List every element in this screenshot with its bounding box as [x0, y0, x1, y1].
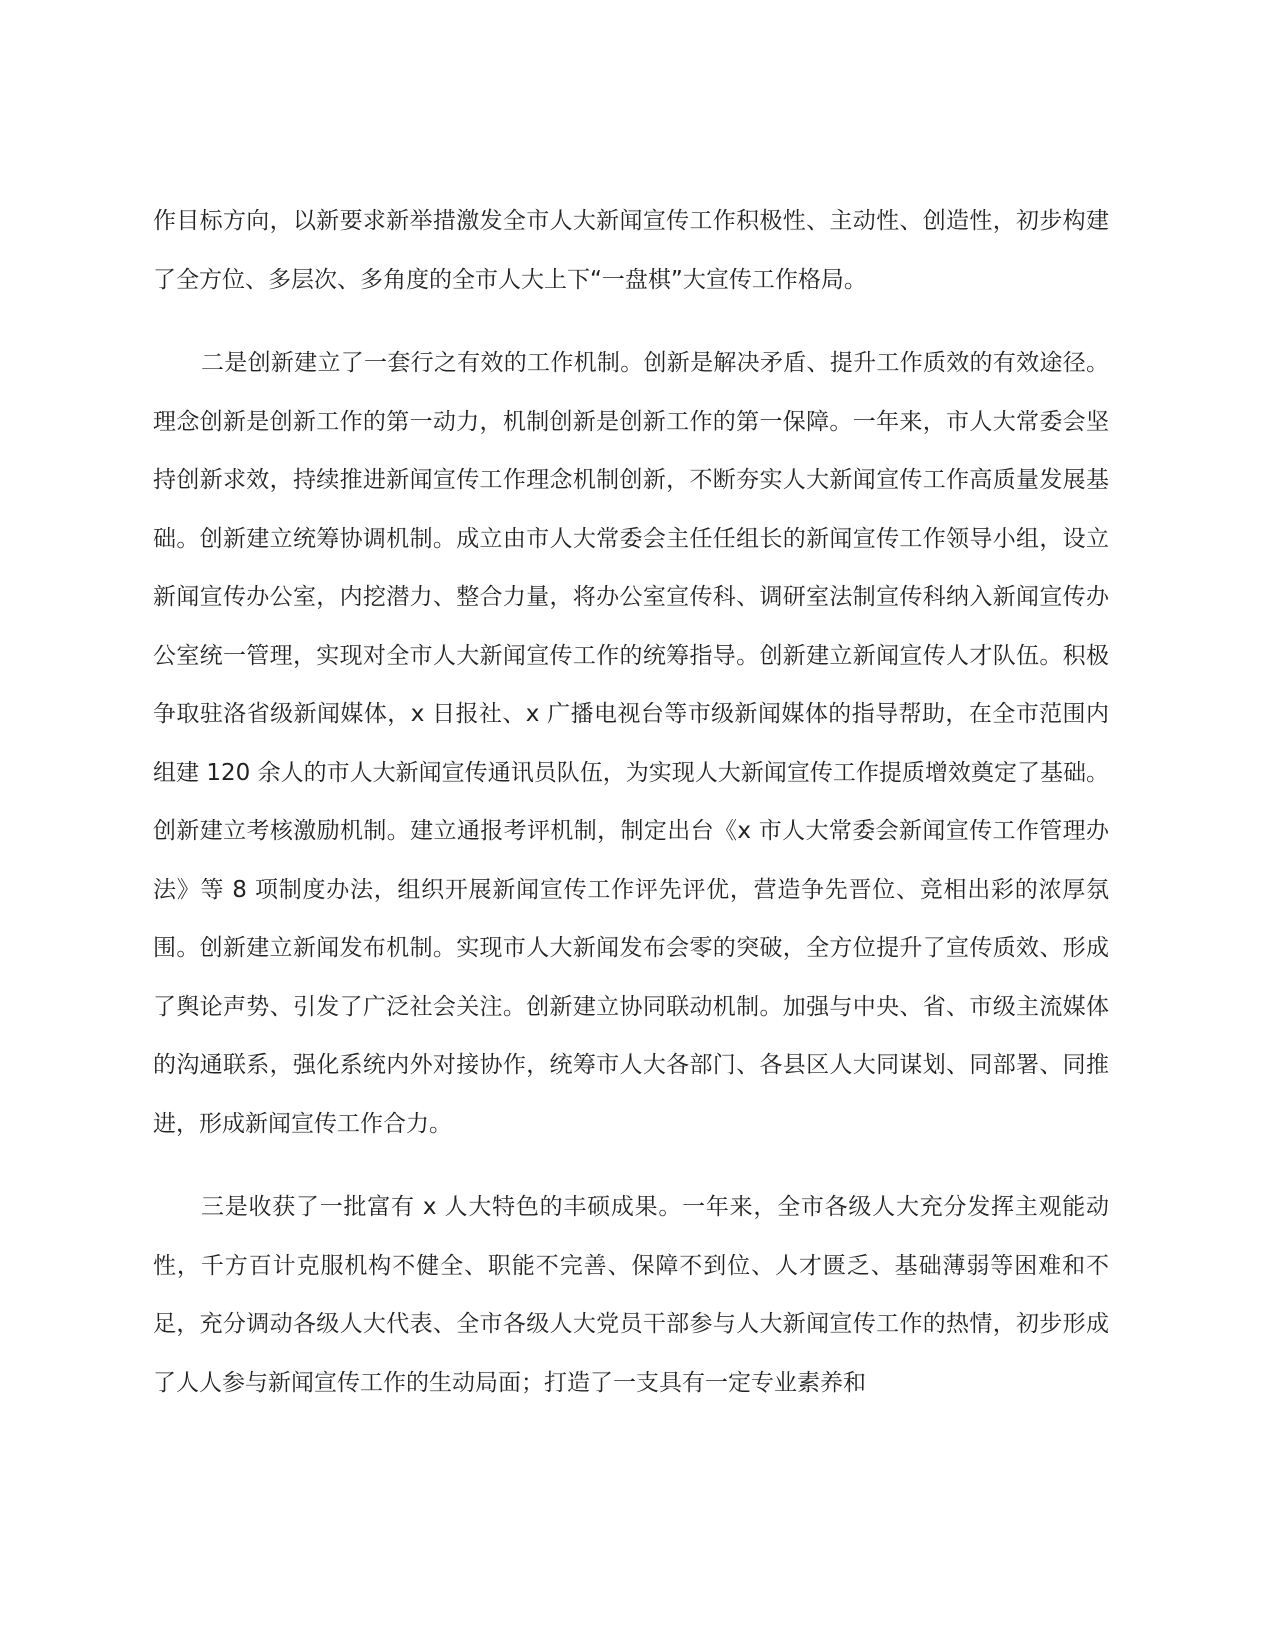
paragraph-work-mechanism: 二是创新建立了一套行之有效的工作机制。创新是解决矛盾、提升工作质效的有效途径。理念创新是创新工作的第一动力，机制创新是创新工作的第一保障。一年来，市人大常委会坚持创新求效，持续推进新闻宣传工作理念机制创新，不断夯实人大新闻宣传工作高质量发展基础。创新建立统筹协调机制。成立由市人大常委会主任任组长的新闻宣传工作领导小组，设立新闻宣传办公室，内挖潜力、整合力量，将办公室宣传科、调研室法制宣传科纳入新闻宣传办公室统一管理，实现对全市人大新闻宣传工作的统筹指导。创新建立新闻宣传人才队伍。积极争取驻洛省级新闻媒体，x 日报社、x 广播电视台等市级新闻媒体的指导帮助，在全市范围内组建 120 余人的市人大新闻宣传通讯员队伍，为实现人大新闻宣传工作提质增效奠定了基础。创新建立考核激励机制。建立通报考评机制，制定出台《x 市人大常委会新闻宣传工作管理办法》等 8 项制度办法，组织开展新闻宣传工作评先评优，营造争先晋位、竞相出彩的浓厚氛围。创新建立新闻发布机制。实现市人大新闻发布会零的突破，全方位提升了宣传质效、形成了舆论声势、引发了广泛社会关注。创新建立协同联动机制。加强与中央、省、市级主流媒体的沟通联系，强化系统内外对接协作，统筹市人大各部门、各县区人大同谋划、同部署、同推进，形成新闻宣传工作合力。 [153, 350, 1109, 1137]
document-body [153, 192, 1109, 1412]
paragraph-continuation: 作目标方向，以新要求新举措激发全市人大新闻宣传工作积极性、主动性、创造性，初步构建了全方位、多层次、多角度的全市人大上下“一盘棋”大宣传工作格局。 [153, 208, 1109, 293]
paragraph-achievements: 三是收获了一批富有 x 人大特色的丰硕成果。一年来，全市各级人大充分发挥主观能动性，千方百计克服机构不健全、职能不完善、保障不到位、人才匮乏、基础薄弱等困难和不足，充分调动各级人大代表、全市各级人大党员干部参与人大新闻宣传工作的热情，初步形成了人人参与新闻宣传工作的生动局面；打造了一支具有一定专业素养和 [153, 1194, 1109, 1396]
